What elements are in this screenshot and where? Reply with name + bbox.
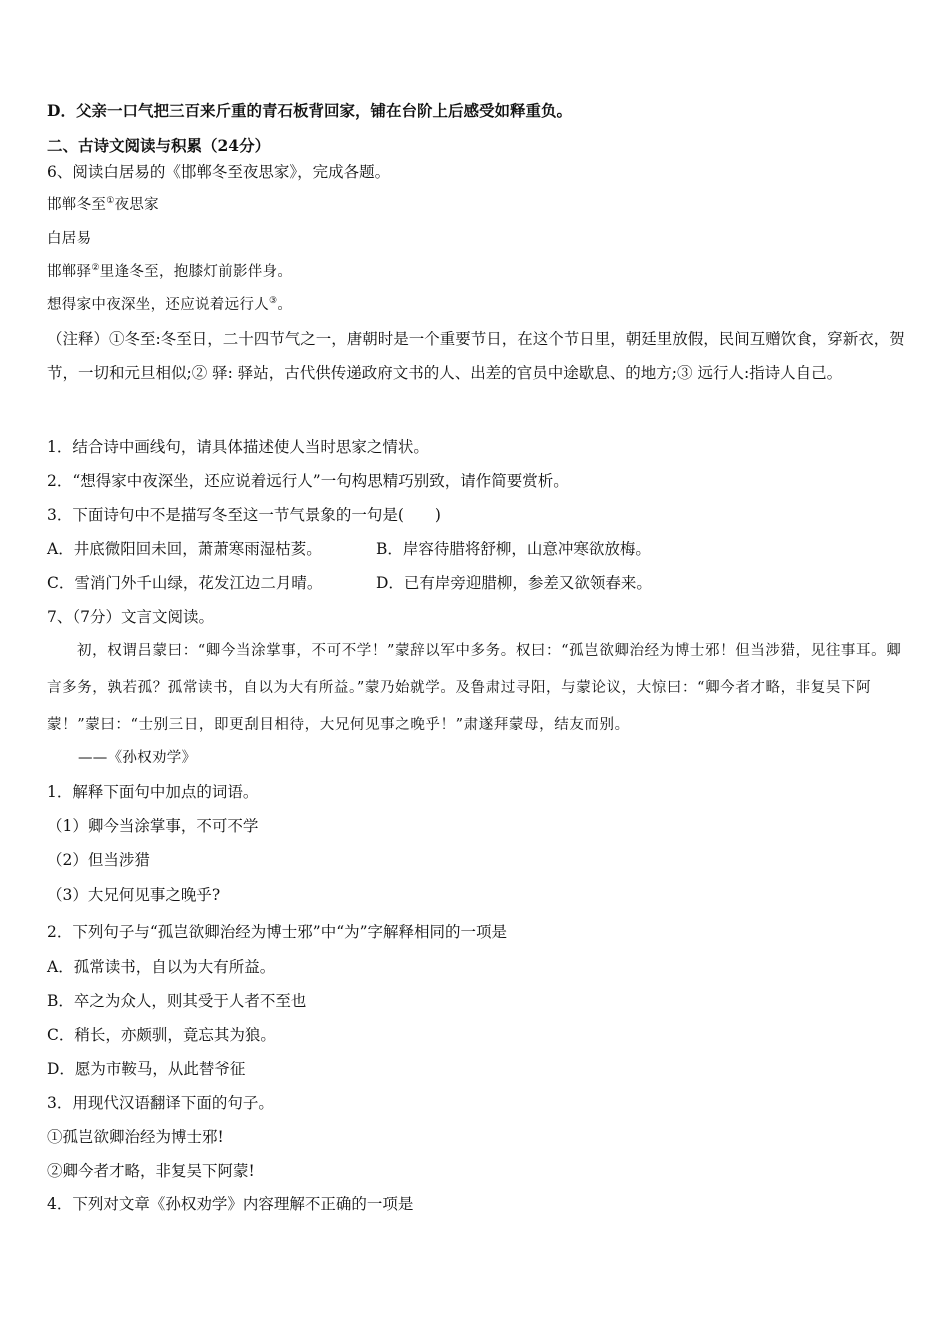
q7-sub3: 3．用现代汉语翻译下面的句子。 (47, 1094, 274, 1112)
q7-sub1-item2: （2）但当涉猎 (47, 851, 150, 869)
q7-sub3-item1: ①孤岂欲卿治经为博士邪! (47, 1128, 224, 1146)
q7-sub4: 4．下列对文章《孙权劝学》内容理解不正确的一项是 (47, 1195, 414, 1213)
poem-line-2-part1: 想得家中夜深坐，还应说着远行人 (47, 297, 269, 313)
q6-option-b: B．岸容待腊将舒柳，山意冲寒欲放梅。 (376, 540, 651, 558)
note-mark-2: ② (91, 263, 100, 274)
q7-sub1-item3: （3）大兄何见事之晚乎? (47, 886, 221, 904)
poem-notes: （注释）①冬至:冬至日，二十四节气之一，唐朝时是一个重要节日，在这个节日里，朝廷里放假，民间互赠饮食，穿新衣，贺节，一切和元旦相似;② 驿: 驿站，古代供传递政府文书的人、出差的官员中途歇息、的地方;③ 远行人:指诗人自己。 (47, 330, 905, 382)
q6-option-d: D．已有岸旁迎腊柳，参差又欲领春来。 (376, 574, 652, 592)
q7-sub2-option-a: A．孤常读书，自以为大有所益。 (47, 958, 276, 976)
q6-sub2: 2．“想得家中夜深坐，还应说着远行人”一句构思精巧别致，请作简要赏析。 (47, 472, 569, 490)
poem-title-part1: 邯郸冬至 (47, 197, 107, 213)
option-d-previous: D．父亲一口气把三百来斤重的青石板背回家，铺在台阶上后感受如释重负。 (47, 101, 572, 120)
q7-sub1: 1．解释下面句中加点的词语。 (47, 783, 259, 801)
q7-sub2-option-b: B．卒之为众人，则其受于人者不至也 (47, 992, 307, 1010)
poem-author: 白居易 (47, 231, 92, 247)
note-mark-1: ① (106, 196, 115, 207)
q7-intro: 7、（7分）文言文阅读。 (47, 608, 214, 626)
q6-option-c: C．雪消门外千山绿，花发江边二月晴。 (47, 574, 323, 592)
poem-line-1-part2: 里逢冬至，抱膝灯前影伴身。 (99, 264, 293, 280)
q6-option-a: A．井底微阳回未回，萧萧寒雨湿枯荄。 (47, 540, 322, 558)
q7-source: ——《孙权劝学》 (78, 750, 197, 766)
poem-title (47, 195, 910, 215)
q7-passage: 初，权谓吕蒙曰：“卿今当涂掌事，不可不学！”蒙辞以军中多务。权曰：“孤岂欲卿治经为博士邪！但当涉猎，见往事耳。卿言多务，孰若孤？孤常读书，自以为大有所益。”蒙乃始就学。及鲁肃过寻阳，与蒙论议，大惊曰：“卿今者才略，非复吴下阿蒙！”蒙曰：“士别三日，即更刮目相待，大兄何见事之晚乎！”肃遂拜蒙母，结友而别。 (47, 643, 902, 733)
q7-sub2-option-d: D．愿为市鞍马，从此替爷征 (47, 1060, 246, 1078)
section-title: 二、古诗文阅读与积累（24分） (47, 136, 271, 155)
q6-sub3: 3．下面诗句中不是描写冬至这一节气景象的一句是( ) (47, 506, 441, 524)
q6-sub1: 1．结合诗中画线句，请具体描述使人当时思家之情状。 (47, 438, 429, 456)
poem-line-2 (47, 295, 910, 315)
q7-sub3-item2: ②卿今者才略，非复吴下阿蒙! (47, 1162, 255, 1180)
q7-sub1-item1: （1）卿今当涂掌事，不可不学 (47, 817, 259, 835)
q6-intro: 6、阅读白居易的《邯郸冬至夜思家》，完成各题。 (47, 163, 391, 181)
poem-line-2-part2: 。 (277, 297, 293, 313)
poem-line-1 (47, 262, 910, 282)
poem-title-part2: 夜思家 (114, 197, 159, 213)
q7-sub2: 2．下列句子与“孤岂欲卿治经为博士邪”中“为”字解释相同的一项是 (47, 923, 508, 941)
q7-sub2-option-c: C．稍长，亦颇驯，竟忘其为狼。 (47, 1026, 276, 1044)
note-mark-3: ③ (269, 296, 278, 307)
poem-line-1-part1: 邯郸驿 (47, 264, 92, 280)
